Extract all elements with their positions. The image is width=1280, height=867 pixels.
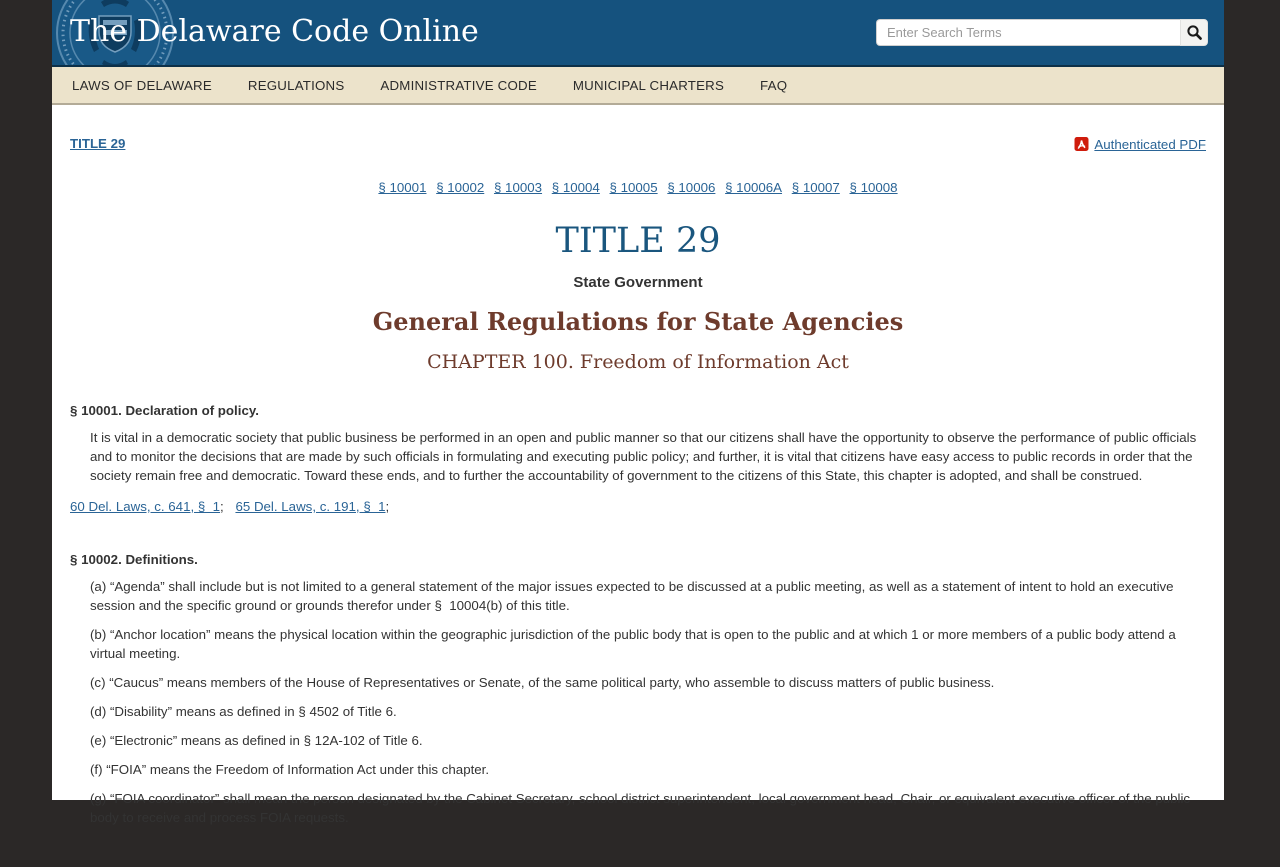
authenticated-pdf-label: Authenticated PDF bbox=[1094, 136, 1206, 152]
section-link-10008[interactable]: § 10008 bbox=[849, 180, 898, 195]
nav-item-faq[interactable]: FAQ bbox=[760, 77, 788, 93]
section-link-10002[interactable]: § 10002 bbox=[436, 180, 485, 195]
page-frame bbox=[52, 0, 1224, 825]
section-link-10005[interactable]: § 10005 bbox=[609, 180, 658, 195]
definition-f: (f) “FOIA” means the Freedom of Information Act under this chapter. bbox=[90, 762, 490, 777]
section-link-10006[interactable]: § 10006 bbox=[667, 180, 716, 195]
citations bbox=[70, 499, 1206, 514]
nav-item-administrative-code[interactable]: ADMINISTRATIVE CODE bbox=[380, 77, 537, 93]
search-icon bbox=[1186, 24, 1203, 41]
page-subtitle: State Government bbox=[573, 274, 703, 291]
section-links bbox=[70, 180, 1206, 195]
definition-c: (c) “Caucus” means members of the House of Representatives or Senate, of the same political party, who assemble to discuss matters of public business. bbox=[90, 675, 995, 690]
search-input[interactable] bbox=[876, 19, 1180, 46]
citation-separator: ; bbox=[385, 499, 390, 514]
chapter-heading: CHAPTER 100. Freedom of Information Act bbox=[427, 351, 849, 373]
page-title: TITLE 29 bbox=[555, 221, 721, 261]
definition-e: (e) “Electronic” means as defined in § 12A-102 of Title 6. bbox=[90, 733, 423, 748]
search-button[interactable] bbox=[1180, 19, 1208, 46]
citation-link-65-del-laws[interactable]: 65 Del. Laws, c. 191, § 1 bbox=[235, 499, 386, 514]
breadcrumb bbox=[70, 135, 125, 153]
main-nav bbox=[52, 67, 1224, 105]
content-area bbox=[52, 105, 1224, 867]
section-10002 bbox=[70, 552, 1206, 827]
search-form bbox=[876, 19, 1208, 46]
part-heading: General Regulations for State Agencies bbox=[372, 307, 904, 336]
section-10001-heading: § 10001. Declaration of policy. bbox=[70, 403, 259, 418]
citation-link-60-del-laws[interactable]: 60 Del. Laws, c. 641, § 1 bbox=[70, 499, 221, 514]
section-link-10003[interactable]: § 10003 bbox=[493, 180, 543, 195]
definition-b: (b) “Anchor location” means the physical location within the geographic jurisdiction of the public body that is open to the public and at which 1 or more members of a public body attend a virtual meeting. bbox=[90, 627, 1176, 661]
authenticated-pdf-link[interactable] bbox=[1074, 136, 1206, 152]
section-10001-paragraph: It is vital in a democratic society that public business be performed in an open and public manner so that our citizens shall have the opportunity to observe the performance of public officials and to monitor the decisions that are made by such officials in formulating and executing public policy; and further, it is vital that citizens have easy access to public records in order that the society remain free and democratic. Toward these ends, and to further the accountability of government to the citizens of this State, this chapter is adopted, and shall be construed. bbox=[90, 430, 1197, 483]
nav-item-regulations[interactable]: REGULATIONS bbox=[247, 77, 345, 93]
section-10001 bbox=[70, 403, 1206, 514]
site-title: The Delaware Code Online bbox=[70, 14, 479, 49]
breadcrumb-title-29-link[interactable]: TITLE 29 bbox=[70, 136, 126, 151]
nav-item-municipal-charters[interactable]: MUNICIPAL CHARTERS bbox=[572, 77, 725, 93]
pdf-icon bbox=[1074, 136, 1089, 152]
definition-d: (d) “Disability” means as defined in § 4502 of Title 6. bbox=[90, 704, 397, 719]
citation-separator: ; bbox=[220, 499, 224, 514]
site-header bbox=[52, 0, 1224, 67]
definition-a: (a) “Agenda” shall include but is not limited to a general statement of the major issues expected to be discussed at a public meeting, as well as a statement of intent to hold an executive session and the specific ground or grounds therefor under § 10004(b) of this title. bbox=[90, 579, 1174, 613]
section-link-10006a[interactable]: § 10006A bbox=[725, 180, 783, 195]
definition-g: (g) “FOIA coordinator” shall mean the person designated by the Cabinet Secretary, school district superintendent, local government head, Chair, or equivalent executive officer of the public body to receive and process FOIA requests. bbox=[90, 791, 1191, 825]
section-10002-heading: § 10002. Definitions. bbox=[70, 552, 198, 567]
section-link-10004[interactable]: § 10004 bbox=[551, 180, 600, 195]
section-link-10007[interactable]: § 10007 bbox=[791, 180, 840, 195]
nav-item-laws-of-delaware[interactable]: LAWS OF DELAWARE bbox=[72, 77, 212, 93]
section-link-10001[interactable]: § 10001 bbox=[378, 180, 427, 195]
top-row bbox=[70, 135, 1206, 153]
